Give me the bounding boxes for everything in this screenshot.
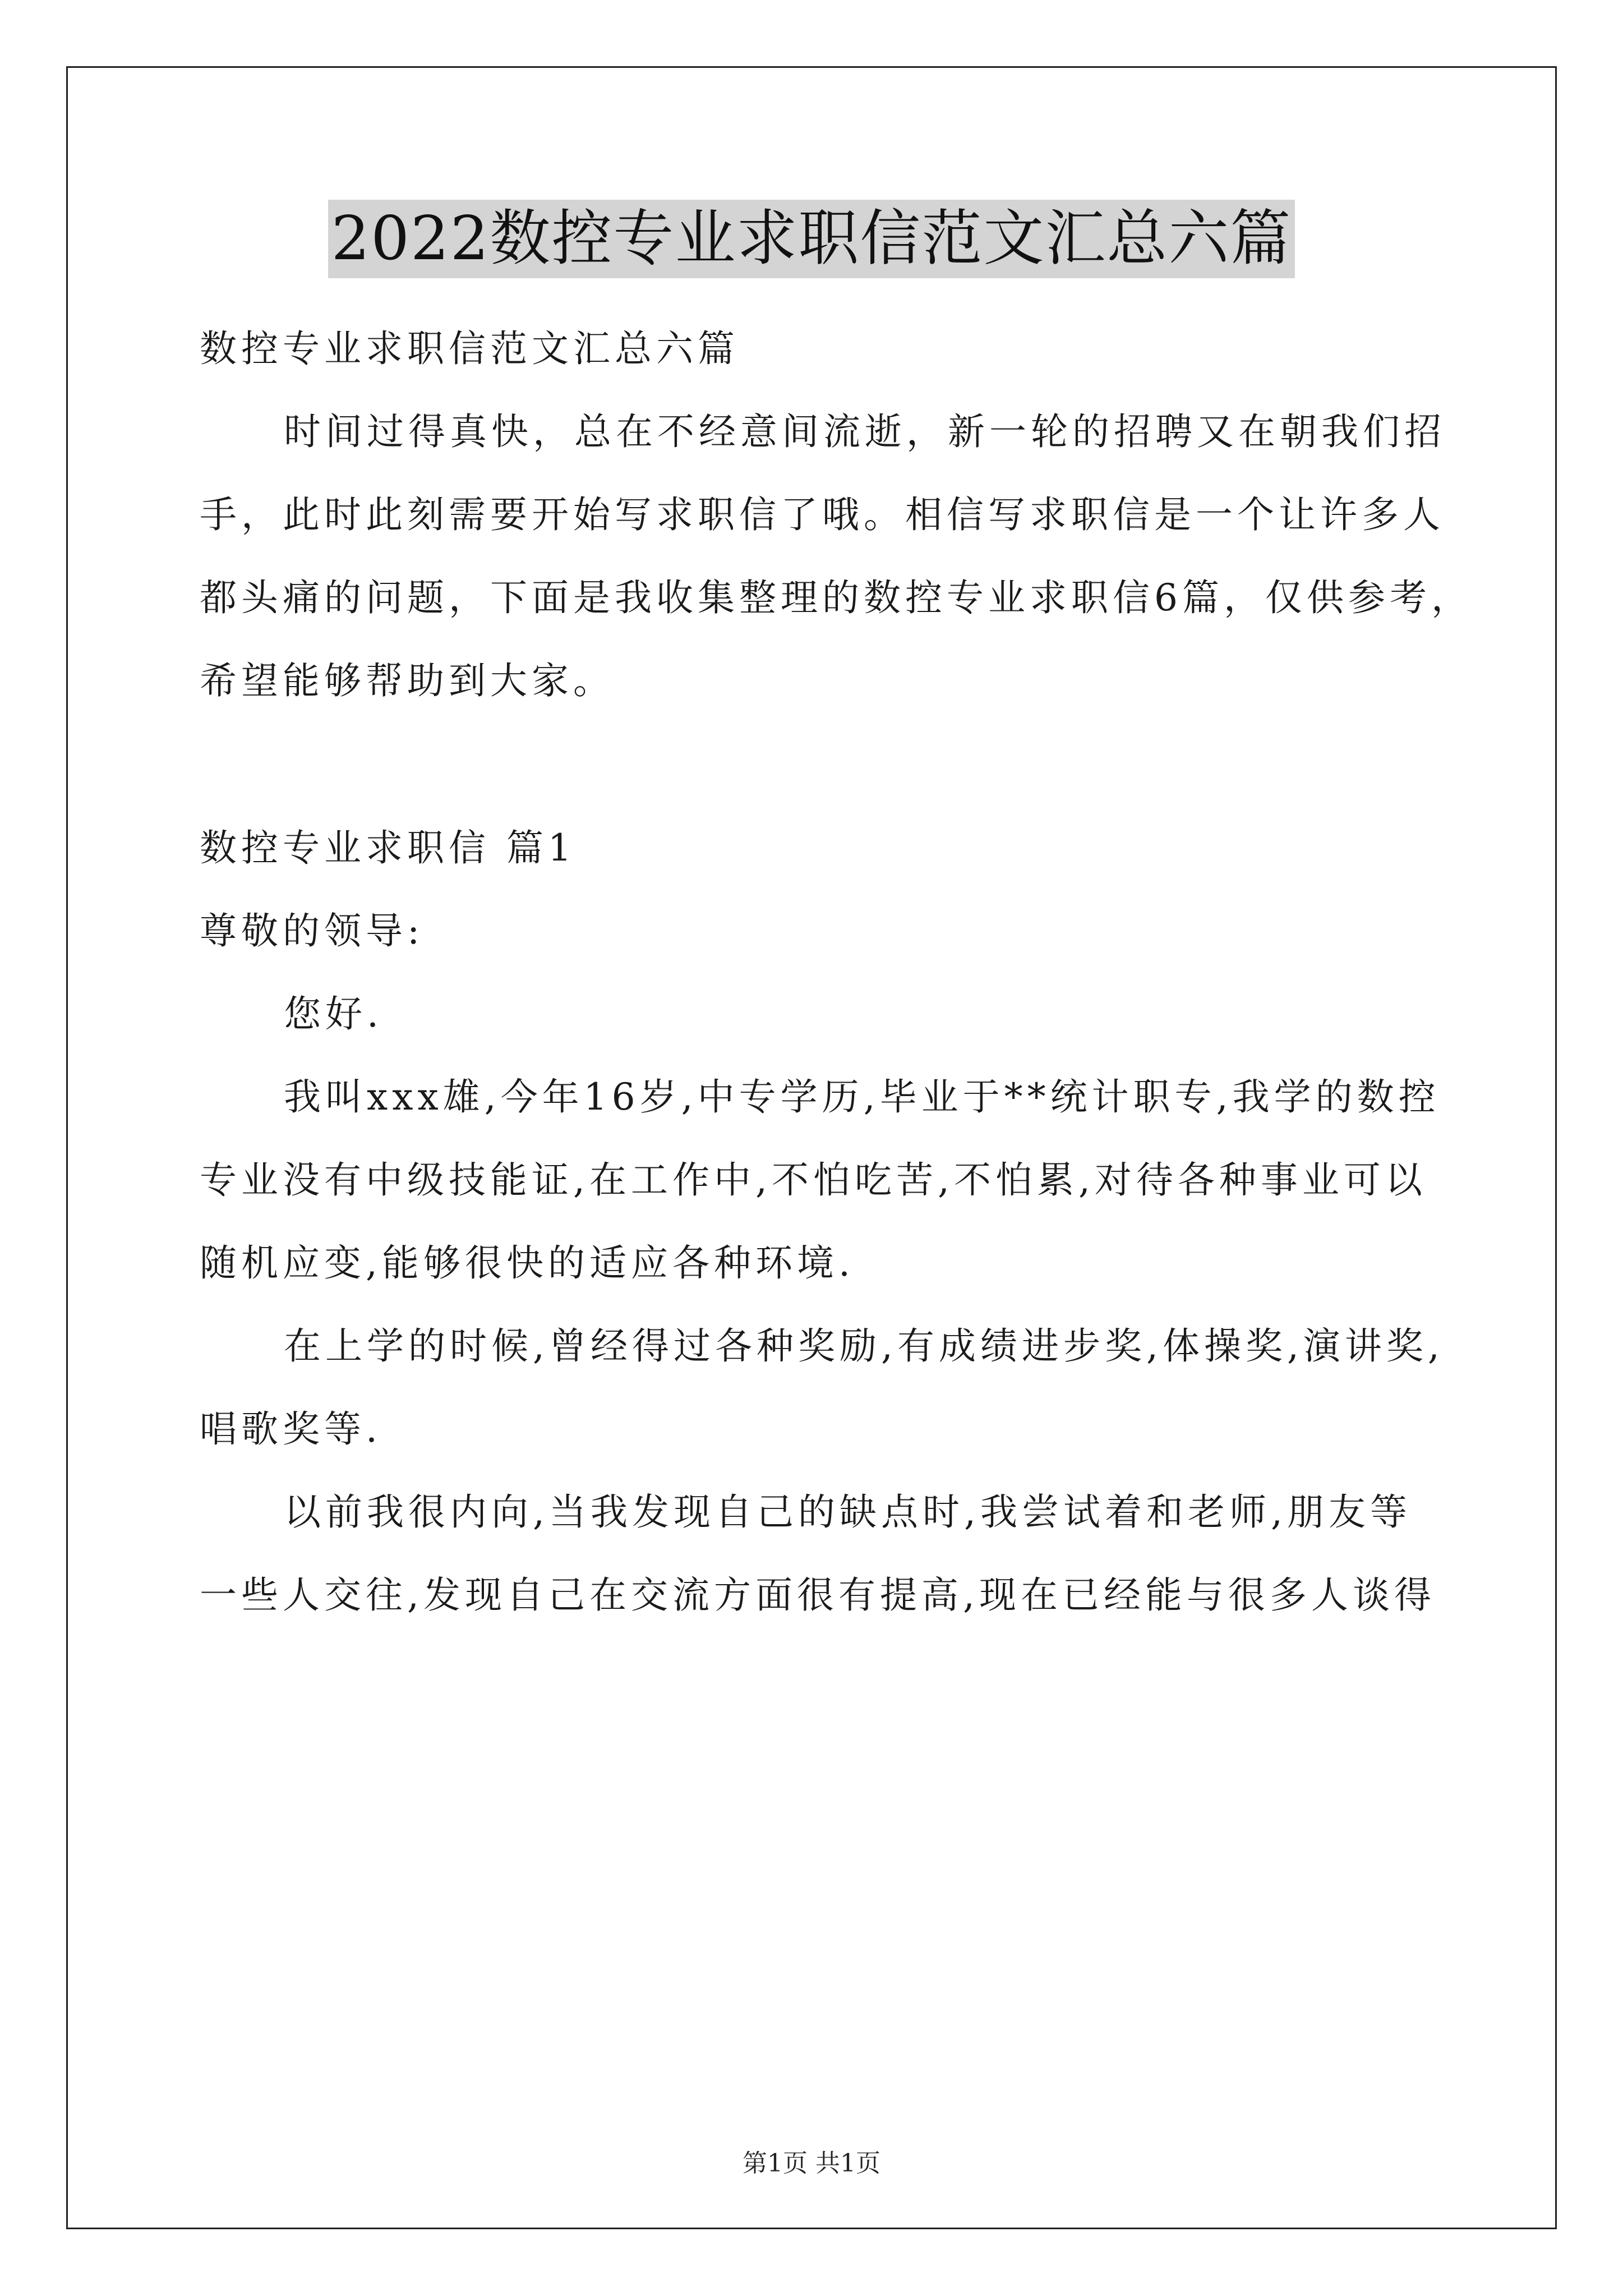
- page-footer: 第1页 共1页: [743, 2149, 880, 2178]
- title-wrap: [0, 200, 1623, 278]
- section-heading: 数控专业求职信 篇1: [200, 826, 576, 869]
- para2-line: 在上学的时候,曾经得过各种奖励,有成绩进步奖,体操奖,演讲奖,: [284, 1324, 1444, 1368]
- para1-line: 我叫xxx雄,今年16岁,中专学历,毕业于**统计职专,我学的数控: [284, 1075, 1440, 1119]
- document-body: [200, 307, 1473, 1637]
- para1-line: 专业没有中级技能证,在工作中,不怕吃苦,不怕累,对待各种事业可以: [200, 1158, 1427, 1202]
- para3-line: 以前我很内向,当我发现自己的缺点时,我尝试着和老师,朋友等: [284, 1490, 1412, 1534]
- para2-line: 唱歌奖等.: [200, 1407, 382, 1451]
- para3-line: 一些人交往,发现自己在交流方面很有提高,现在已经能与很多人谈得: [200, 1573, 1436, 1617]
- document-title: 2022数控专业求职信范文汇总六篇: [328, 200, 1295, 278]
- greeting: 您好.: [284, 992, 383, 1036]
- intro-line: 希望能够帮助到大家。: [200, 659, 615, 702]
- intro-line: 时间过得真快，总在不经意间流逝，新一轮的招聘又在朝我们招: [284, 410, 1446, 453]
- salutation: 尊敬的领导:: [200, 909, 425, 953]
- intro-line: 手，此时此刻需要开始写求职信了哦。相信写求职信是一个让许多人: [200, 493, 1445, 536]
- intro-line: 都头痛的问题，下面是我收集整理的数控专业求职信6篇，仅供参考，: [200, 576, 1473, 619]
- para1-line: 随机应变,能够很快的适应各种环境.: [200, 1241, 855, 1285]
- document-subtitle: 数控专业求职信范文汇总六篇: [200, 327, 739, 370]
